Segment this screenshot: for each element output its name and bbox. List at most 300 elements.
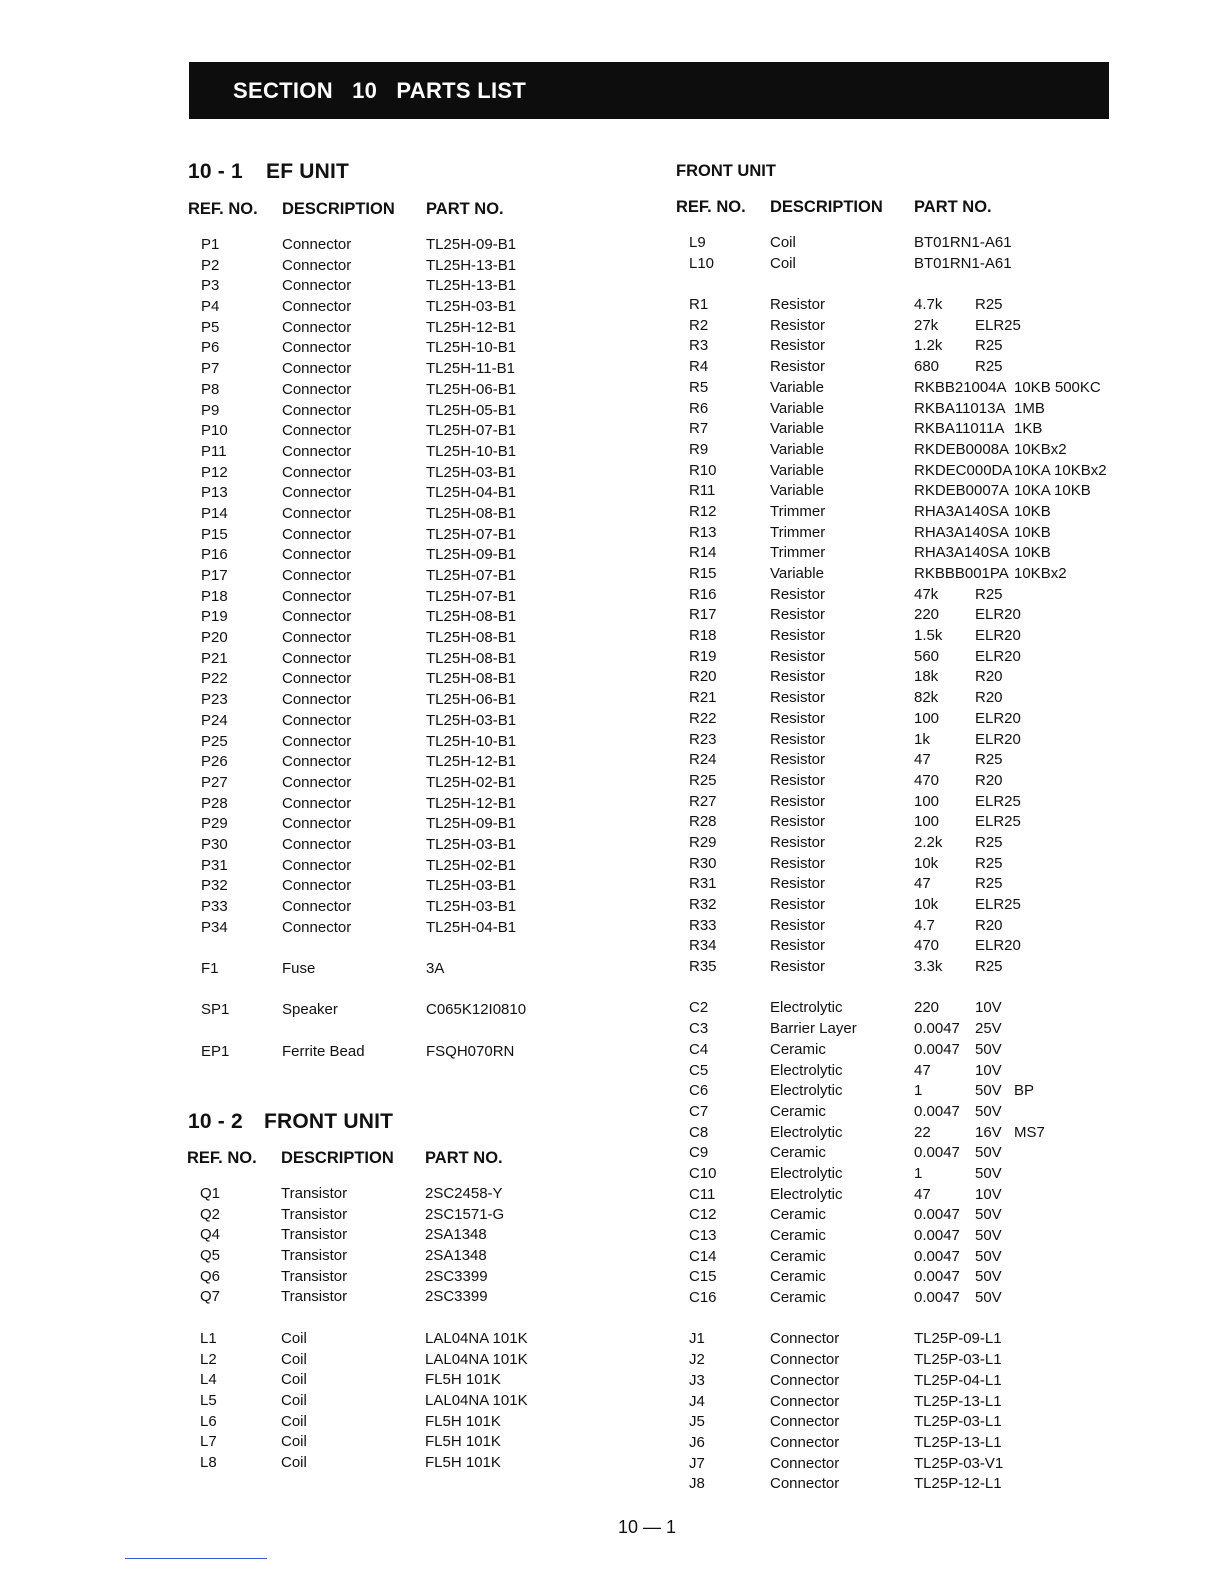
ref-no: R19: [689, 647, 717, 665]
note: 10KBx2: [1014, 565, 1067, 582]
part-no: 100: [914, 792, 940, 810]
ref-no: R20: [689, 668, 717, 686]
table-row: [0, 295, 1200, 316]
table-row: [0, 1329, 1200, 1350]
ref-no: C13: [689, 1227, 717, 1244]
ref-no: R16: [689, 585, 717, 603]
table-row: [0, 316, 1200, 337]
table-row: [0, 1205, 1200, 1226]
table-row: [0, 254, 1200, 275]
part-no: 47: [914, 1061, 931, 1079]
table-gap: [0, 274, 1200, 295]
description: Ceramic: [770, 1144, 826, 1162]
ef-unit-heading: [188, 160, 349, 184]
ref-no: L7: [200, 1433, 217, 1451]
note: 10KB: [1014, 523, 1051, 541]
table-row: [0, 1061, 1200, 1082]
ref-no: P26: [201, 753, 228, 771]
ref-no: R22: [689, 709, 717, 727]
part-no: TL25P-03-L1: [914, 1413, 1002, 1431]
description: Coil: [281, 1391, 307, 1409]
part-no: 0.0047: [914, 1247, 960, 1265]
ref-no: R33: [689, 916, 717, 934]
description: Electrolytic: [770, 999, 843, 1017]
description: Resistor: [770, 316, 826, 334]
description: Coil: [281, 1350, 307, 1368]
description: Resistor: [770, 958, 826, 976]
description: Coil: [281, 1371, 307, 1389]
ref-no: P27: [201, 773, 228, 791]
ref-no: Q1: [200, 1185, 221, 1202]
description: Trimmer: [770, 502, 826, 520]
ref-no: P21: [201, 649, 228, 667]
table-gap: [0, 1309, 1200, 1330]
ef-unit-number: 10 - 1: [188, 160, 243, 183]
ref-no: F1: [201, 960, 219, 978]
part-no: FL5H 101K: [425, 1453, 501, 1471]
ref-no: R17: [689, 606, 717, 624]
ref-no: L4: [200, 1371, 217, 1389]
description: Resistor: [770, 813, 826, 831]
right-col-desc-header: DESCRIPTION: [770, 198, 883, 216]
ref-no: C11: [689, 1185, 716, 1203]
ref-no: R18: [689, 627, 717, 645]
table-row: [0, 1019, 1200, 1040]
rating: 50V: [975, 1164, 1002, 1182]
description: Coil: [281, 1412, 307, 1430]
ref-no: P33: [201, 898, 228, 915]
table-row: [0, 1040, 1200, 1061]
part-no: 3A: [426, 960, 445, 978]
part-no: TL25H-08-B1: [426, 670, 517, 688]
table-row: [0, 1350, 1200, 1371]
ref-no: R27: [689, 792, 717, 810]
part-no: FL5H 101K: [425, 1433, 501, 1451]
table-row: [0, 1474, 1200, 1495]
table-gap: [0, 978, 1200, 999]
rating: 50V: [975, 1206, 1002, 1224]
part-no: TL25H-08-B1: [426, 504, 517, 522]
footer-rule: [125, 1558, 267, 1559]
table-row: [0, 502, 1200, 523]
description: Resistor: [770, 875, 826, 893]
description: Resistor: [770, 337, 826, 355]
ref-no: R35: [689, 958, 717, 976]
description: Transistor: [281, 1288, 348, 1306]
description: Connector: [282, 546, 352, 564]
front-unit-right-table: [0, 233, 1200, 1495]
part-no: 0.0047: [914, 1102, 960, 1120]
ref-no: R15: [689, 565, 717, 582]
description: Resistor: [770, 937, 826, 955]
ref-no: C14: [689, 1247, 717, 1265]
part-no: 1: [914, 1082, 923, 1100]
ref-no: P34: [201, 918, 228, 936]
description: Variable: [770, 461, 824, 479]
description: Connector: [282, 670, 352, 688]
table-row: [0, 647, 1200, 668]
description: Resistor: [770, 606, 826, 624]
ref-no: R5: [689, 378, 709, 396]
table-row: [0, 812, 1200, 833]
part-no: TL25H-10-B1: [426, 339, 517, 357]
ref-no: P29: [201, 815, 228, 833]
ref-no: Q7: [200, 1288, 221, 1306]
front-unit-title: FRONT UNIT: [264, 1110, 394, 1133]
front-col-desc-header: DESCRIPTION: [281, 1149, 394, 1167]
table-row: [0, 399, 1200, 420]
description: Electrolytic: [770, 1123, 843, 1141]
rating: 50V: [975, 1082, 1002, 1100]
ref-no: P15: [201, 525, 228, 543]
table-row: [0, 771, 1200, 792]
part-no: 47: [914, 875, 931, 893]
ref-no: P1: [201, 236, 220, 253]
rating: R25: [975, 296, 1003, 314]
rating: ELR20: [975, 937, 1021, 955]
description: Variable: [770, 565, 824, 582]
part-no: TL25H-06-B1: [426, 691, 517, 709]
table-row: [0, 419, 1200, 440]
description: Connector: [282, 732, 352, 750]
part-no: TL25H-08-B1: [426, 649, 517, 667]
description: Connector: [282, 298, 352, 316]
rating: 50V: [975, 1247, 1002, 1265]
table-row: [0, 709, 1200, 730]
ef-col-desc-header: DESCRIPTION: [282, 200, 395, 218]
ref-no: P18: [201, 587, 228, 605]
part-no: TL25H-12-B1: [426, 794, 517, 812]
rating: ELR20: [975, 730, 1021, 748]
rating: R25: [975, 875, 1003, 893]
part-no: TL25H-04-B1: [426, 484, 517, 502]
note: 10KB: [1014, 502, 1051, 520]
right-col-part-header: PART NO.: [914, 198, 992, 216]
ref-no: L10: [689, 254, 715, 272]
part-no: 470: [914, 937, 940, 955]
part-no: 2SC1571-G: [425, 1205, 505, 1223]
part-no: 470: [914, 771, 940, 789]
table-row: [0, 233, 1200, 254]
table-row: [0, 750, 1200, 771]
description: Connector: [770, 1475, 840, 1493]
description: Resistor: [770, 916, 826, 934]
table-row: [0, 585, 1200, 606]
part-no: 220: [914, 606, 940, 624]
part-no: C065K12I0810: [426, 1001, 527, 1019]
table-row: [0, 378, 1200, 399]
ref-no: C6: [689, 1082, 709, 1100]
part-no: 47: [914, 1185, 931, 1203]
ref-no: P11: [201, 442, 227, 460]
rating: ELR20: [975, 606, 1021, 624]
part-no: 0.0047: [914, 1206, 960, 1224]
rating: R20: [975, 668, 1003, 686]
table-row: [0, 667, 1200, 688]
rating: ELR20: [975, 647, 1021, 665]
part-no: RHA3A140SA: [914, 502, 1010, 520]
description: Connector: [282, 608, 352, 626]
ref-no: C12: [689, 1206, 717, 1224]
description: Connector: [282, 380, 352, 398]
description: Resistor: [770, 792, 826, 810]
ref-no: J5: [689, 1413, 705, 1431]
ref-no: P30: [201, 835, 228, 853]
rating: 10V: [975, 1061, 1002, 1079]
description: Resistor: [770, 585, 826, 603]
table-row: [0, 564, 1200, 585]
table-row: [0, 1143, 1200, 1164]
front-col-part-header: PART NO.: [425, 1149, 503, 1167]
ref-no: P5: [201, 318, 220, 336]
rating: R20: [975, 771, 1003, 789]
part-no: 0.0047: [914, 1144, 960, 1162]
part-no: 0.0047: [914, 1227, 960, 1244]
rating: 25V: [975, 1020, 1002, 1038]
table-row: [0, 461, 1200, 482]
note: 1KB: [1014, 420, 1043, 438]
rating: ELR20: [975, 709, 1021, 727]
description: Ceramic: [770, 1247, 826, 1265]
part-no: TL25P-03-L1: [914, 1351, 1002, 1369]
description: Ceramic: [770, 1040, 826, 1058]
note: 10KB 500KC: [1014, 378, 1101, 396]
part-no: BT01RN1-A61: [914, 254, 1012, 272]
ref-no: Q6: [200, 1267, 221, 1285]
right-col-ref-header: REF. NO.: [676, 198, 746, 216]
table-row: [0, 1102, 1200, 1123]
ref-no: C10: [689, 1164, 717, 1182]
table-row: [0, 543, 1200, 564]
description: Transistor: [281, 1247, 348, 1265]
table-row: [0, 605, 1200, 626]
description: Transistor: [281, 1226, 348, 1244]
note: 10KB: [1014, 544, 1051, 562]
ref-no: P2: [201, 256, 220, 274]
part-no: 2.2k: [914, 833, 943, 851]
ref-no: L9: [689, 234, 706, 251]
ref-no: J6: [689, 1433, 705, 1451]
description: Electrolytic: [770, 1164, 843, 1182]
description: Connector: [282, 401, 352, 419]
rating: 10V: [975, 999, 1002, 1017]
part-no: TL25H-09-B1: [426, 236, 517, 253]
rating: R25: [975, 337, 1003, 355]
description: Ceramic: [770, 1289, 826, 1307]
description: Transistor: [281, 1267, 348, 1285]
part-no: RKBB21004A: [914, 378, 1007, 396]
rating: R25: [975, 751, 1003, 769]
table-row: [0, 854, 1200, 875]
description: Variable: [770, 399, 824, 417]
ref-no: R21: [689, 689, 717, 707]
part-no: TL25P-09-L1: [914, 1330, 1002, 1348]
ref-no: J3: [689, 1371, 705, 1389]
part-no: 4.7k: [914, 296, 943, 314]
part-no: TL25H-12-B1: [426, 318, 517, 336]
part-no: FL5H 101K: [425, 1371, 501, 1389]
ref-no: P24: [201, 711, 228, 729]
description: Connector: [282, 360, 352, 378]
ref-no: L6: [200, 1412, 217, 1430]
table-row: [0, 730, 1200, 751]
description: Barrier Layer: [770, 1020, 857, 1038]
ref-no: J2: [689, 1351, 705, 1369]
ref-no: R2: [689, 316, 709, 334]
description: Ceramic: [770, 1268, 826, 1286]
ref-no: R31: [689, 875, 717, 893]
part-no: RKBA11011A: [914, 420, 1005, 438]
table-row: [0, 1081, 1200, 1102]
table-row: [0, 792, 1200, 813]
part-no: TL25H-12-B1: [426, 753, 517, 771]
ref-no: C3: [689, 1020, 709, 1038]
description: Connector: [770, 1392, 840, 1410]
part-no: TL25H-11-B1: [426, 360, 515, 378]
description: Coil: [770, 234, 796, 251]
ref-no: P25: [201, 732, 228, 750]
ref-no: R9: [689, 440, 709, 458]
description: Connector: [282, 277, 352, 295]
part-no: 10k: [914, 896, 939, 913]
description: Resistor: [770, 358, 826, 376]
table-row: [0, 1392, 1200, 1413]
ref-no: R28: [689, 813, 717, 831]
description: Ceramic: [770, 1227, 826, 1244]
description: Resistor: [770, 668, 826, 686]
ref-no: EP1: [201, 1042, 230, 1060]
ref-no: P28: [201, 794, 228, 812]
description: Fuse: [282, 960, 316, 978]
description: Variable: [770, 420, 824, 438]
part-no: TL25H-02-B1: [426, 856, 517, 874]
rating: ELR25: [975, 316, 1021, 334]
description: Electrolytic: [770, 1082, 843, 1100]
description: Connector: [282, 504, 352, 522]
part-no: 4.7: [914, 916, 935, 934]
description: Connector: [282, 318, 352, 336]
part-no: 1: [914, 1164, 923, 1182]
part-no: 680: [914, 358, 940, 376]
description: Connector: [282, 463, 352, 481]
part-no: TL25H-09-B1: [426, 546, 517, 564]
description: Connector: [282, 711, 352, 729]
table-row: [0, 1226, 1200, 1247]
part-no: 22: [914, 1123, 931, 1141]
description: Trimmer: [770, 523, 826, 541]
ref-no: R29: [689, 833, 717, 851]
part-no: FSQH070RN: [426, 1042, 515, 1060]
table-row: [0, 957, 1200, 978]
part-no: 47: [914, 751, 931, 769]
description: Connector: [282, 691, 352, 709]
description: Connector: [770, 1351, 840, 1369]
description: Coil: [281, 1453, 307, 1471]
table-row: [0, 936, 1200, 957]
rating: 50V: [975, 1227, 1002, 1244]
description: Connector: [282, 422, 352, 440]
rating: R25: [975, 585, 1003, 603]
ref-no: J8: [689, 1475, 705, 1493]
part-no: TL25P-04-L1: [914, 1371, 1002, 1389]
rating: 10V: [975, 1185, 1002, 1203]
ref-no: C16: [689, 1289, 717, 1307]
table-row: [0, 1247, 1200, 1268]
table-row: [0, 1123, 1200, 1144]
ref-no: P20: [201, 629, 228, 647]
description: Variable: [770, 482, 824, 500]
ef-col-ref-header: REF. NO.: [188, 200, 258, 218]
description: Connector: [282, 877, 352, 895]
table-row: [0, 440, 1200, 461]
ref-no: L5: [200, 1391, 217, 1409]
part-no: RKDEC000DA: [914, 461, 1013, 479]
part-no: RKDEB0007A: [914, 482, 1010, 500]
part-no: 100: [914, 709, 940, 727]
part-no: TL25P-13-L1: [914, 1392, 1002, 1410]
description: Resistor: [770, 896, 826, 913]
note: 10KBx2: [1014, 440, 1067, 458]
table-row: [0, 1454, 1200, 1475]
ref-no: R6: [689, 399, 709, 417]
description: Connector: [282, 773, 352, 791]
note: 10KA 10KB: [1014, 482, 1091, 500]
description: Resistor: [770, 833, 826, 851]
description: Coil: [281, 1329, 307, 1347]
part-no: TL25H-10-B1: [426, 442, 517, 460]
description: Connector: [770, 1330, 840, 1348]
note: BP: [1014, 1082, 1035, 1100]
section-banner: [189, 62, 1109, 119]
ref-no: R3: [689, 337, 709, 355]
ref-no: P10: [201, 422, 228, 440]
table-row: [0, 895, 1200, 916]
ref-no: R12: [689, 502, 717, 520]
ref-no: R32: [689, 896, 717, 913]
part-no: TL25H-07-B1: [426, 567, 517, 584]
part-no: 1.2k: [914, 337, 943, 355]
part-no: 100: [914, 813, 940, 831]
part-no: TL25H-03-B1: [426, 298, 517, 316]
ref-no: P31: [201, 856, 228, 874]
part-no: 2SC2458-Y: [425, 1185, 503, 1202]
ref-no: L2: [200, 1350, 217, 1368]
note: MS7: [1014, 1123, 1045, 1141]
table-row: [0, 1371, 1200, 1392]
ref-no: P7: [201, 360, 220, 378]
ref-no: R10: [689, 461, 717, 479]
table-row: [0, 1267, 1200, 1288]
description: Transistor: [281, 1185, 348, 1202]
part-no: LAL04NA 101K: [425, 1329, 528, 1347]
part-no: TL25H-08-B1: [426, 608, 517, 626]
part-no: BT01RN1-A61: [914, 234, 1012, 251]
ref-no: J1: [689, 1330, 705, 1348]
rating: 16V: [975, 1123, 1002, 1141]
ref-no: C9: [689, 1144, 709, 1162]
part-no: TL25P-12-L1: [914, 1475, 1002, 1493]
ref-no: C7: [689, 1102, 709, 1120]
description: Connector: [770, 1454, 840, 1472]
ref-no: R25: [689, 771, 717, 789]
front-unit-number: 10 - 2: [188, 1110, 243, 1133]
description: Connector: [770, 1371, 840, 1389]
part-no: RHA3A140SA: [914, 544, 1010, 562]
description: Resistor: [770, 730, 826, 748]
description: Electrolytic: [770, 1061, 843, 1079]
part-no: 47k: [914, 585, 939, 603]
ref-no: P17: [201, 567, 228, 584]
